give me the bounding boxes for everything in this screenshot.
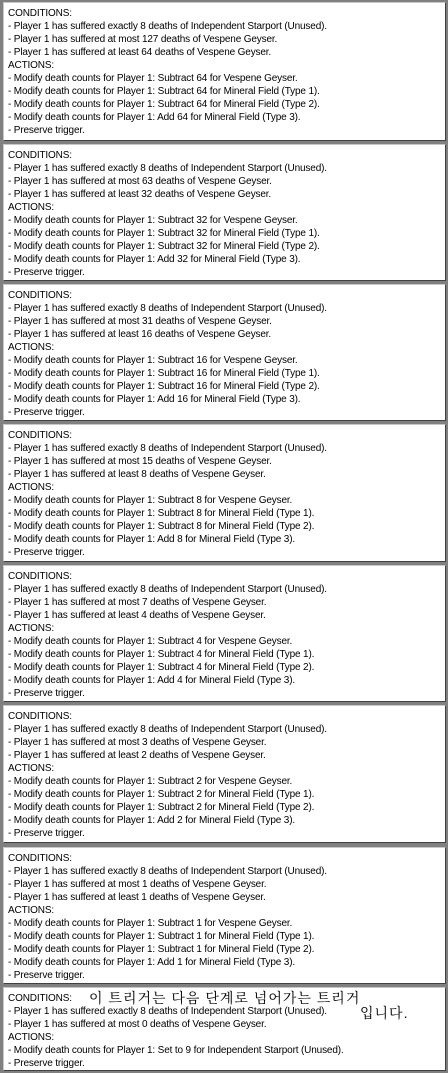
conditions-header: CONDITIONS: [8,993,72,1004]
action-line: - Modify death counts for Player 1: Add 8 for Mineral Field (Type 3). [8,534,296,545]
action-line: - Modify death counts for Player 1: Subtract 64 for Vespene Geyser. [8,73,298,84]
condition-line: - Player 1 has suffered exactly 8 deaths of Independent Starport (Unused). [8,303,327,314]
action-line: - Modify death counts for Player 1: Subtract 32 for Mineral Field (Type 2). [8,241,320,252]
actions-header: ACTIONS: [8,1032,55,1043]
condition-line: - Player 1 has suffered at least 4 deaths of Vespene Geyser. [8,610,266,621]
condition-line: - Player 1 has suffered at least 2 deaths of Vespene Geyser. [8,750,266,761]
conditions-header: CONDITIONS: [8,430,72,441]
trigger-block[interactable] [3,144,446,281]
condition-line: - Player 1 has suffered exactly 8 deaths of Independent Starport (Unused). [8,584,327,595]
condition-line: - Player 1 has suffered at least 64 deaths of Vespene Geyser. [8,47,272,58]
action-line: - Modify death counts for Player 1: Subtract 1 for Mineral Field (Type 1). [8,931,315,942]
action-line: - Preserve trigger. [8,267,85,278]
condition-line: - Player 1 has suffered at most 63 deaths of Vespene Geyser. [8,176,272,187]
trigger-block[interactable] [3,847,446,984]
conditions-header: CONDITIONS: [8,853,72,864]
action-line: - Modify death counts for Player 1: Subtract 2 for Mineral Field (Type 1). [8,789,315,800]
condition-line: - Player 1 has suffered exactly 8 deaths of Independent Starport (Unused). [8,443,327,454]
conditions-header: CONDITIONS: [8,571,72,582]
action-line: - Modify death counts for Player 1: Subtract 32 for Mineral Field (Type 1). [8,228,320,239]
condition-line: - Player 1 has suffered at least 1 deaths of Vespene Geyser. [8,892,266,903]
action-line: - Preserve trigger. [8,970,85,981]
action-line: - Modify death counts for Player 1: Subtract 1 for Vespene Geyser. [8,918,293,929]
action-line: - Modify death counts for Player 1: Subtract 2 for Mineral Field (Type 2). [8,802,315,813]
actions-header: ACTIONS: [8,202,55,213]
actions-header: ACTIONS: [8,763,55,774]
actions-header: ACTIONS: [8,905,55,916]
condition-line: - Player 1 has suffered at most 1 deaths of Vespene Geyser. [8,879,267,890]
actions-header: ACTIONS: [8,623,55,634]
action-line: - Modify death counts for Player 1: Subtract 8 for Vespene Geyser. [8,495,293,506]
condition-line: - Player 1 has suffered at most 3 deaths of Vespene Geyser. [8,737,267,748]
trigger-block[interactable] [3,705,446,843]
action-line: - Modify death counts for Player 1: Subtract 4 for Mineral Field (Type 1). [8,649,315,660]
action-line: - Modify death counts for Player 1: Add 1 for Mineral Field (Type 3). [8,957,296,968]
action-line: - Modify death counts for Player 1: Subtract 32 for Vespene Geyser. [8,215,298,226]
annotation-line-1: 이 트리거는 다음 단계로 넘어가는 트리거 [89,990,361,1006]
action-line: - Modify death counts for Player 1: Add 4 for Mineral Field (Type 3). [8,675,296,686]
action-line: - Modify death counts for Player 1: Subtract 8 for Mineral Field (Type 1). [8,508,315,519]
action-line: - Modify death counts for Player 1: Add 16 for Mineral Field (Type 3). [8,394,301,405]
action-line: - Preserve trigger. [8,688,85,699]
conditions-header: CONDITIONS: [8,711,72,722]
action-line: - Modify death counts for Player 1: Add 32 for Mineral Field (Type 3). [8,254,301,265]
action-line: - Preserve trigger. [8,125,85,136]
condition-line: - Player 1 has suffered at most 7 deaths of Vespene Geyser. [8,597,267,608]
condition-line: - Player 1 has suffered exactly 8 deaths of Independent Starport (Unused). [8,1006,327,1017]
condition-line: - Player 1 has suffered exactly 8 deaths of Independent Starport (Unused). [8,724,327,735]
action-line: - Modify death counts for Player 1: Set to 9 for Independent Starport (Unused). [8,1045,344,1056]
action-line: - Modify death counts for Player 1: Subtract 16 for Mineral Field (Type 2). [8,381,320,392]
condition-line: - Player 1 has suffered at most 127 deaths of Vespene Geyser. [8,34,278,45]
condition-line: - Player 1 has suffered at least 8 deaths of Vespene Geyser. [8,469,266,480]
action-line: - Preserve trigger. [8,828,85,839]
trigger-block[interactable] [3,424,446,562]
conditions-header: CONDITIONS: [8,290,72,301]
condition-line: - Player 1 has suffered exactly 8 deaths of Independent Starport (Unused). [8,21,327,32]
condition-line: - Player 1 has suffered at least 32 deaths of Vespene Geyser. [8,189,272,200]
actions-header: ACTIONS: [8,342,55,353]
condition-line: - Player 1 has suffered at most 15 deaths of Vespene Geyser. [8,456,272,467]
conditions-header: CONDITIONS: [8,150,72,161]
action-line: - Modify death counts for Player 1: Subtract 4 for Mineral Field (Type 2). [8,662,315,673]
conditions-header: CONDITIONS: [8,8,72,19]
action-line: - Modify death counts for Player 1: Add 64 for Mineral Field (Type 3). [8,112,301,123]
action-line: - Modify death counts for Player 1: Add 2 for Mineral Field (Type 3). [8,815,296,826]
condition-line: - Player 1 has suffered exactly 8 deaths of Independent Starport (Unused). [8,163,327,174]
action-line: - Modify death counts for Player 1: Subtract 1 for Mineral Field (Type 2). [8,944,315,955]
action-line: - Preserve trigger. [8,547,85,558]
action-line: - Preserve trigger. [8,407,85,418]
condition-line: - Player 1 has suffered at most 31 deaths of Vespene Geyser. [8,316,272,327]
action-line: - Modify death counts for Player 1: Subtract 8 for Mineral Field (Type 2). [8,521,315,532]
condition-line: - Player 1 has suffered exactly 8 deaths of Independent Starport (Unused). [8,866,327,877]
action-line: - Modify death counts for Player 1: Subtract 2 for Vespene Geyser. [8,776,293,787]
action-line: - Modify death counts for Player 1: Subtract 16 for Mineral Field (Type 1). [8,368,320,379]
action-line: - Modify death counts for Player 1: Subtract 16 for Vespene Geyser. [8,355,298,366]
trigger-block[interactable] [3,284,446,421]
action-line: - Modify death counts for Player 1: Subtract 64 for Mineral Field (Type 1). [8,86,320,97]
trigger-block[interactable] [3,2,446,141]
trigger-block[interactable] [3,987,446,1071]
trigger-block[interactable] [3,565,446,702]
annotation-line-2: 입니다. [360,1005,409,1021]
condition-line: - Player 1 has suffered at most 0 deaths of Vespene Geyser. [8,1019,267,1030]
action-line: - Modify death counts for Player 1: Subtract 64 for Mineral Field (Type 2). [8,99,320,110]
action-line: - Modify death counts for Player 1: Subtract 4 for Vespene Geyser. [8,636,293,647]
condition-line: - Player 1 has suffered at least 16 deaths of Vespene Geyser. [8,329,272,340]
action-line: - Preserve trigger. [8,1058,85,1069]
actions-header: ACTIONS: [8,60,55,71]
actions-header: ACTIONS: [8,482,55,493]
